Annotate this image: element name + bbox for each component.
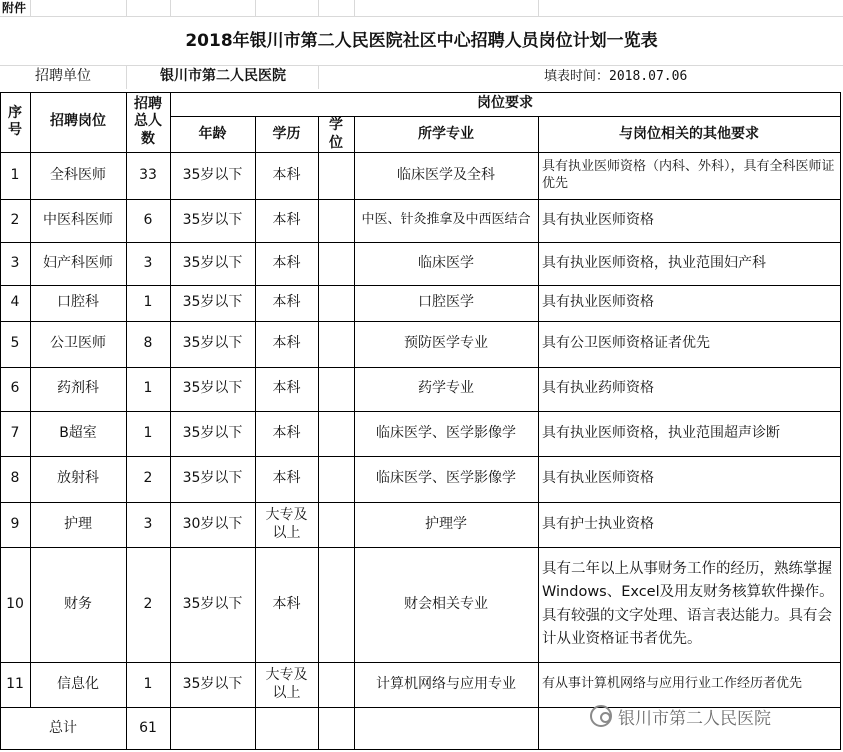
wechat-icon (590, 705, 612, 727)
row-10-edu: 本科 (272, 595, 301, 612)
row-5-post: 公卫医师 (50, 335, 106, 352)
row-7-post: B超室 (59, 424, 97, 441)
header-major: 所学专业 (418, 125, 474, 142)
row-1-degree (318, 152, 354, 199)
row-9-post: 护理 (64, 515, 92, 532)
row-5-major: 预防医学专业 (404, 335, 488, 352)
row-4-degree (318, 285, 354, 321)
row-9-edu: 大专及以上 (265, 507, 308, 541)
row-3-age: 35岁以下 (182, 254, 243, 271)
row-10-count: 2 (143, 595, 153, 612)
row-11-no: 11 (6, 675, 24, 692)
row-3-edu: 本科 (272, 254, 301, 271)
row-1-post: 全科医师 (50, 166, 106, 183)
row-7-count: 1 (143, 424, 153, 441)
row-5-other: 具有公卫医师资格证者优先 (542, 335, 710, 352)
row-3-other: 具有执业医师资格，执业范围妇产科 (542, 254, 766, 271)
row-6-other: 具有执业药师资格 (542, 380, 654, 397)
page-title: 2018年银川市第二人民医院社区中心招聘人员岗位计划一览表 (185, 31, 658, 52)
total-count: 61 (139, 719, 157, 736)
row-2-edu: 本科 (272, 211, 301, 228)
row-8-count: 2 (143, 470, 153, 487)
row-6-major: 药学专业 (418, 380, 474, 397)
row-9-count: 3 (143, 515, 153, 532)
row-9-no: 9 (10, 515, 20, 532)
annex-label: 附件 (2, 0, 27, 15)
employer-name: 银川市第二人民医院 (160, 68, 286, 85)
row-4-post: 口腔科 (57, 294, 99, 311)
header-post: 招聘岗位 (50, 113, 106, 130)
row-2-other: 具有执业医师资格 (542, 211, 654, 228)
row-10-major: 财会相关专业 (404, 595, 488, 612)
row-7-degree (318, 411, 354, 456)
row-10-age: 35岁以下 (182, 595, 243, 612)
row-7-other: 具有执业医师资格，执业范围超声诊断 (542, 424, 780, 441)
row-8-major: 临床医学、医学影像学 (376, 470, 516, 487)
row-1-no: 1 (10, 166, 20, 183)
header-age: 年龄 (198, 125, 227, 142)
row-6-no: 6 (10, 380, 20, 397)
row-10-no: 10 (6, 595, 24, 612)
row-10-post: 财务 (64, 595, 92, 612)
row-4-no: 4 (10, 294, 20, 311)
row-2-degree (318, 199, 354, 242)
row-2-post: 中医科医师 (43, 211, 113, 228)
watermark-text: 银川市第二人民医院 (618, 708, 771, 729)
row-1-count: 33 (139, 166, 157, 183)
row-7-major: 临床医学、医学影像学 (376, 424, 516, 441)
row-2-major: 中医、针灸推拿及中西医结合 (361, 212, 531, 228)
row-6-count: 1 (143, 380, 153, 397)
row-7-no: 7 (10, 424, 20, 441)
row-9-degree (318, 502, 354, 547)
row-6-age: 35岁以下 (182, 380, 243, 397)
row-4-other: 具有执业医师资格 (542, 294, 654, 311)
row-5-age: 35岁以下 (182, 335, 243, 352)
row-8-other: 具有执业医师资格 (542, 470, 654, 487)
row-7-edu: 本科 (272, 424, 301, 441)
row-6-degree (318, 367, 354, 411)
row-5-edu: 本科 (272, 335, 301, 352)
row-8-no: 8 (10, 470, 20, 487)
row-9-age: 30岁以下 (182, 515, 243, 532)
row-6-edu: 本科 (272, 380, 301, 397)
row-11-edu: 大专及以上 (265, 667, 308, 701)
row-2-no: 2 (10, 211, 20, 228)
header-degree: 学位 (329, 117, 343, 151)
row-5-no: 5 (10, 335, 20, 352)
row-10-other: 具有二年以上从事财务工作的经历，熟练掌握Windows、Excel及用友财务核算软件操作。具有较强的文字处理、语言表达能力。具有会计从业资格证书者优先。 (542, 561, 834, 647)
header-requirements: 岗位要求 (477, 95, 533, 112)
row-1-edu: 本科 (272, 166, 301, 183)
row-11-age: 35岁以下 (182, 675, 243, 692)
row-5-count: 8 (143, 335, 153, 352)
row-8-post: 放射科 (57, 470, 99, 487)
row-3-post: 妇产科医师 (43, 254, 113, 271)
row-1-age: 35岁以下 (182, 166, 243, 183)
row-2-count: 6 (143, 211, 153, 228)
total-label: 总计 (49, 719, 77, 736)
row-9-major: 护理学 (425, 515, 467, 532)
header-other: 与岗位相关的其他要求 (619, 125, 759, 142)
row-2-age: 35岁以下 (182, 211, 243, 228)
header-no: 序号 (8, 104, 22, 138)
row-7-age: 35岁以下 (182, 424, 243, 441)
row-11-count: 1 (143, 675, 153, 692)
row-8-edu: 本科 (272, 470, 301, 487)
row-4-age: 35岁以下 (182, 294, 243, 311)
row-3-degree (318, 242, 354, 285)
row-8-age: 35岁以下 (182, 470, 243, 487)
row-4-major: 口腔医学 (418, 294, 474, 311)
row-10-degree (318, 547, 354, 662)
row-9-other: 具有护士执业资格 (542, 515, 654, 532)
header-count: 招聘总人数 (134, 95, 162, 147)
row-1-other: 具有执业医师资格（内科、外科），具有全科医师证优先 (542, 159, 835, 191)
row-11-other: 有从事计算机网络与应用行业工作经历者优先 (542, 676, 803, 692)
fill-date: 填表时间：2018.07.06 (544, 68, 688, 84)
employer-label: 招聘单位 (35, 68, 91, 85)
watermark (590, 700, 840, 732)
row-5-degree (318, 321, 354, 367)
row-6-post: 药剂科 (57, 380, 99, 397)
row-4-count: 1 (143, 294, 153, 311)
row-3-major: 临床医学 (418, 254, 474, 271)
row-3-no: 3 (10, 254, 20, 271)
row-11-major: 计算机网络与应用专业 (376, 675, 516, 692)
row-3-count: 3 (143, 254, 153, 271)
row-4-edu: 本科 (272, 294, 301, 311)
header-education: 学历 (272, 125, 301, 142)
row-11-post: 信息化 (57, 675, 99, 692)
row-11-degree (318, 662, 354, 707)
row-1-major: 临床医学及全科 (397, 166, 495, 183)
row-8-degree (318, 456, 354, 502)
